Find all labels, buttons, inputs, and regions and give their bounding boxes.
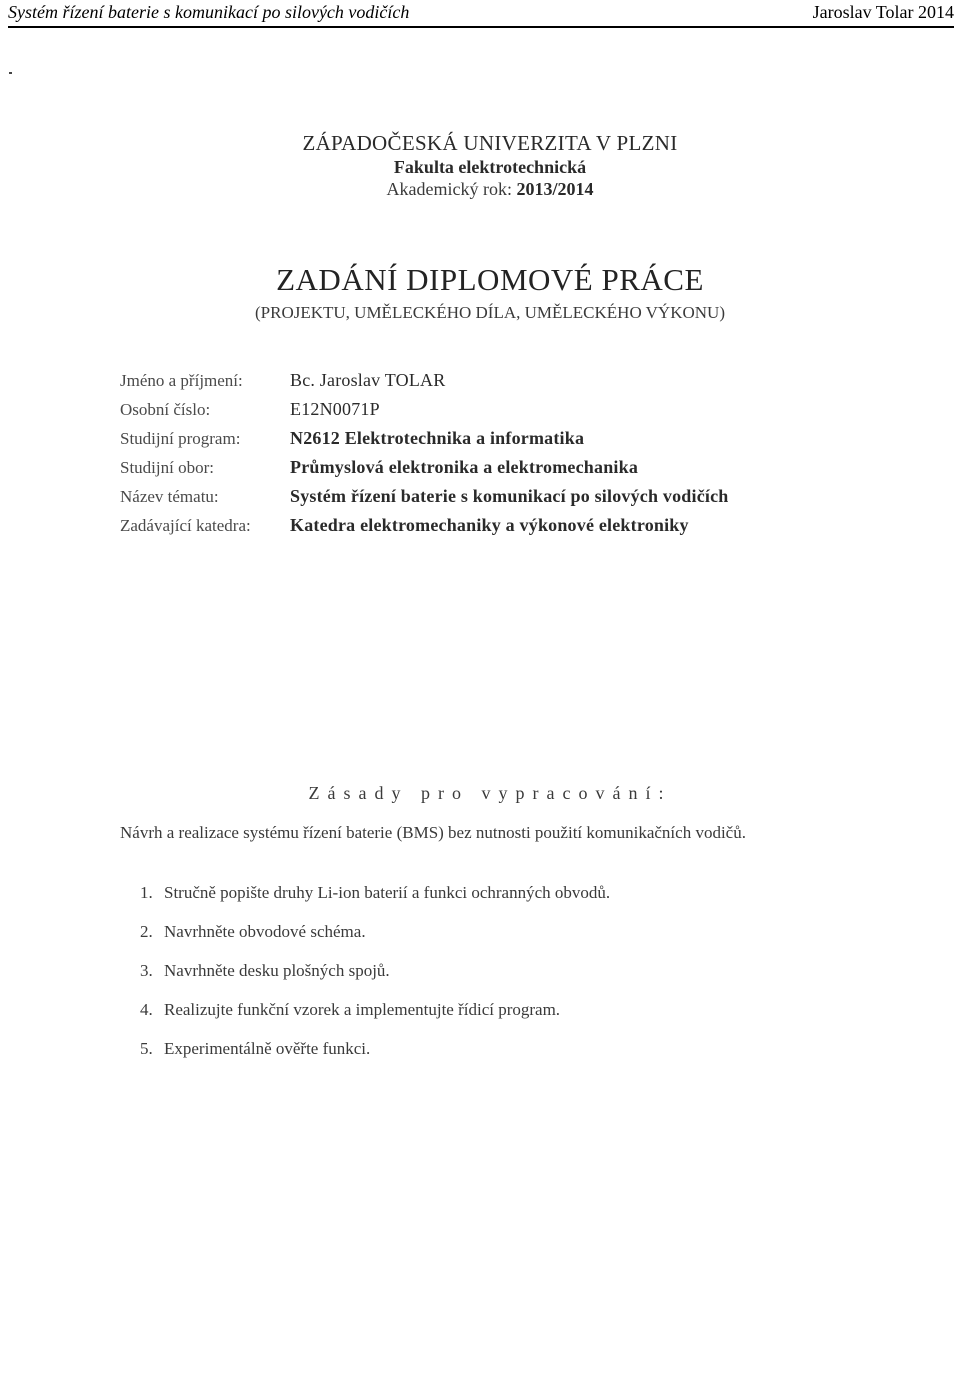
- list-item: [140, 1000, 610, 1039]
- task-number: 4.: [140, 1000, 153, 1019]
- academic-year-value: 2013/2014: [516, 179, 594, 199]
- task-text: Navrhněte obvodové schéma.: [164, 922, 366, 941]
- faculty-name: Fakulta elektrotechnická: [393, 157, 587, 177]
- running-header-title: Systém řízení baterie s komunikací po silových vodičích: [8, 2, 410, 22]
- guidelines-intro: Návrh a realizace systému řízení baterie (BMS) bez nutnosti použití komunikačních vodičů.: [120, 823, 746, 842]
- task-number: 5.: [140, 1039, 153, 1058]
- task-text: Stručně popište druhy Li-ion baterií a funkci ochranných obvodů.: [164, 883, 611, 902]
- info-value: Bc. Jaroslav TOLAR: [290, 370, 446, 390]
- info-value: N2612 Elektrotechnika a informatika: [290, 428, 585, 448]
- task-text: Experimentálně ověřte funkci.: [164, 1039, 371, 1058]
- university-name: ZÁPADOČESKÁ UNIVERZITA V PLZNI: [302, 131, 678, 155]
- running-header-author: Jaroslav Tolar 2014: [812, 2, 954, 22]
- task-text: Realizujte funkční vzorek a implementujte řídicí program.: [164, 1000, 561, 1019]
- info-label: Osobní číslo:: [120, 400, 211, 419]
- task-number: 2.: [140, 922, 153, 941]
- running-header: [8, 0, 954, 28]
- assignment-title: ZADÁNÍ DIPLOMOVÉ PRÁCE: [276, 262, 704, 297]
- info-value: Katedra elektromechaniky a výkonové elektroniky: [290, 515, 689, 535]
- guidelines-heading: Zásady pro vypracování:: [308, 783, 672, 803]
- list-item: [140, 1039, 610, 1078]
- scan-speck: [9, 72, 12, 74]
- info-label: Studijní program:: [120, 429, 241, 448]
- academic-year-label: Akademický rok:: [386, 179, 512, 199]
- info-label: Jméno a příjmení:: [120, 371, 243, 390]
- list-item: [140, 922, 610, 961]
- task-text: Navrhněte desku plošných spojů.: [164, 961, 390, 980]
- academic-year: [0, 179, 960, 200]
- info-label: Zadávající katedra:: [120, 516, 251, 535]
- assignment-subtitle: (PROJEKTU, UMĚLECKÉHO DÍLA, UMĚLECKÉHO VÝKONU): [255, 303, 725, 322]
- list-item: [140, 961, 610, 1000]
- task-number: 3.: [140, 961, 153, 980]
- task-list: [140, 883, 610, 1078]
- list-item: [140, 883, 610, 922]
- task-number: 1.: [140, 883, 153, 902]
- info-label: Název tématu:: [120, 487, 219, 506]
- info-value: E12N0071P: [290, 399, 380, 419]
- info-value: Systém řízení baterie s komunikací po silových vodičích: [290, 486, 729, 506]
- info-label: Studijní obor:: [120, 458, 214, 477]
- info-value: Průmyslová elektronika a elektromechanika: [290, 457, 639, 477]
